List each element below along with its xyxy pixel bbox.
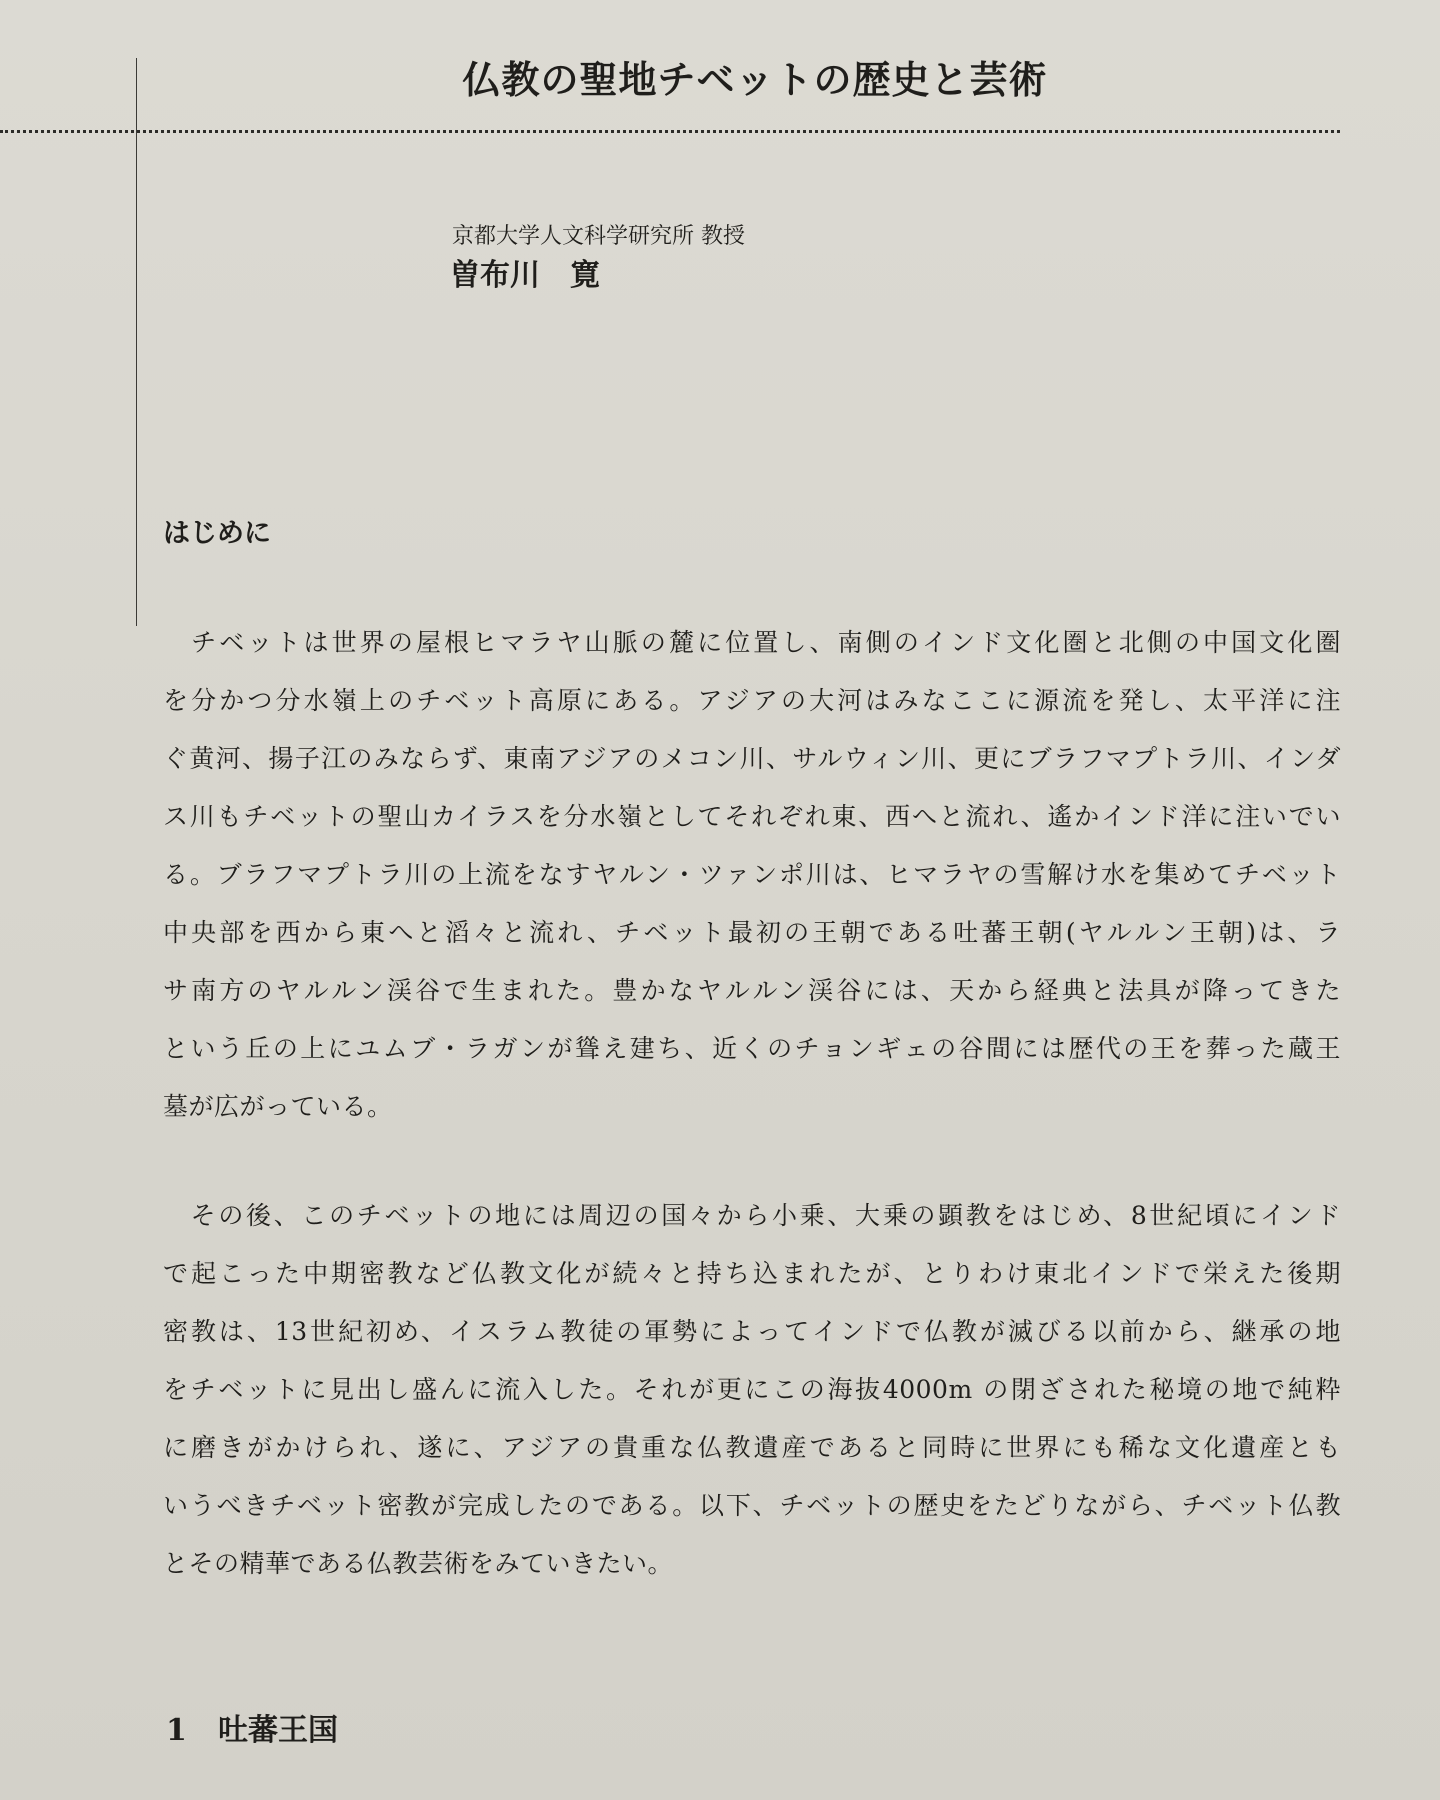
- paragraph-line: チベットは世界の屋根ヒマラヤ山脈の麓に位置し、南側のインド文化圏と北側の中国文化圏: [163, 628, 1341, 657]
- paragraph-line: とその精華である仏教芸術をみていきたい。: [163, 1549, 674, 1578]
- author-name: 曽布川 寛: [450, 258, 600, 293]
- paragraph-line: ス川もチベットの聖山カイラスを分水嶺としてそれぞれ東、西へと流れ、遙かインド洋に注いでい: [163, 802, 1341, 831]
- margin-rule: [136, 58, 137, 626]
- paragraph-line: サ南方のヤルルン渓谷で生まれた。豊かなヤルルン渓谷には、天から経典と法具が降ってきた: [163, 976, 1341, 1005]
- paragraph-2: [163, 1187, 1341, 1593]
- paragraph-line: で起こった中期密教など仏教文化が続々と持ち込まれたが、とりわけ東北インドで栄えた後期: [163, 1259, 1341, 1288]
- paragraph-line: をチベットに見出し盛んに流入した。それが更にこの海抜4000m の閉ざされた秘境の地で純粋: [163, 1375, 1341, 1404]
- paragraph-line: ぐ黄河、揚子江のみならず、東南アジアのメコン川、サルウィン川、更にブラフマプトラ川、インダ: [163, 744, 1341, 773]
- section-title: 吐蕃王国: [218, 1713, 338, 1748]
- paragraph-line: を分かつ分水嶺上のチベット高原にある。アジアの大河はみなここに源流を発し、太平洋に注: [163, 686, 1341, 715]
- paragraph-1: [163, 614, 1341, 1136]
- section-heading: [166, 1708, 338, 1754]
- paragraph-line: る。ブラフマプトラ川の上流をなすヤルン・ツァンポ川は、ヒマラヤの雪解け水を集めてチベット: [163, 860, 1341, 889]
- paragraph-line: その後、このチベットの地には周辺の国々から小乗、大乗の顕教をはじめ、8世紀頃にインド: [163, 1201, 1341, 1230]
- paragraph-line: 密教は、13世紀初め、イスラム教徒の軍勢によってインドで仏教が滅びる以前から、継承の地: [163, 1317, 1341, 1346]
- paragraph-line: に磨きがかけられ、遂に、アジアの貴重な仏教遺産であると同時に世界にも稀な文化遺産とも: [163, 1433, 1341, 1462]
- section-number: 1: [166, 1713, 187, 1748]
- section-heading-introduction: はじめに: [163, 518, 271, 549]
- paragraph-line: いうべきチベット密教が完成したのである。以下、チベットの歴史をたどりながら、チベット仏教: [163, 1491, 1341, 1520]
- paragraph-line: 中央部を西から東へと滔々と流れ、チベット最初の王朝である吐蕃王朝(ヤルルン王朝)は、ラ: [163, 918, 1341, 947]
- page-title: 仏教の聖地チベットの歴史と芸術: [462, 57, 1048, 102]
- paragraph-line: という丘の上にユムブ・ラガンが聳え建ち、近くのチョンギェの谷間には歴代の王を葬った蔵王: [163, 1034, 1341, 1063]
- dotted-divider: [0, 130, 1340, 133]
- author-affiliation: 京都大学人文科学研究所 教授: [452, 224, 745, 249]
- paragraph-line: 墓が広がっている。: [163, 1092, 393, 1121]
